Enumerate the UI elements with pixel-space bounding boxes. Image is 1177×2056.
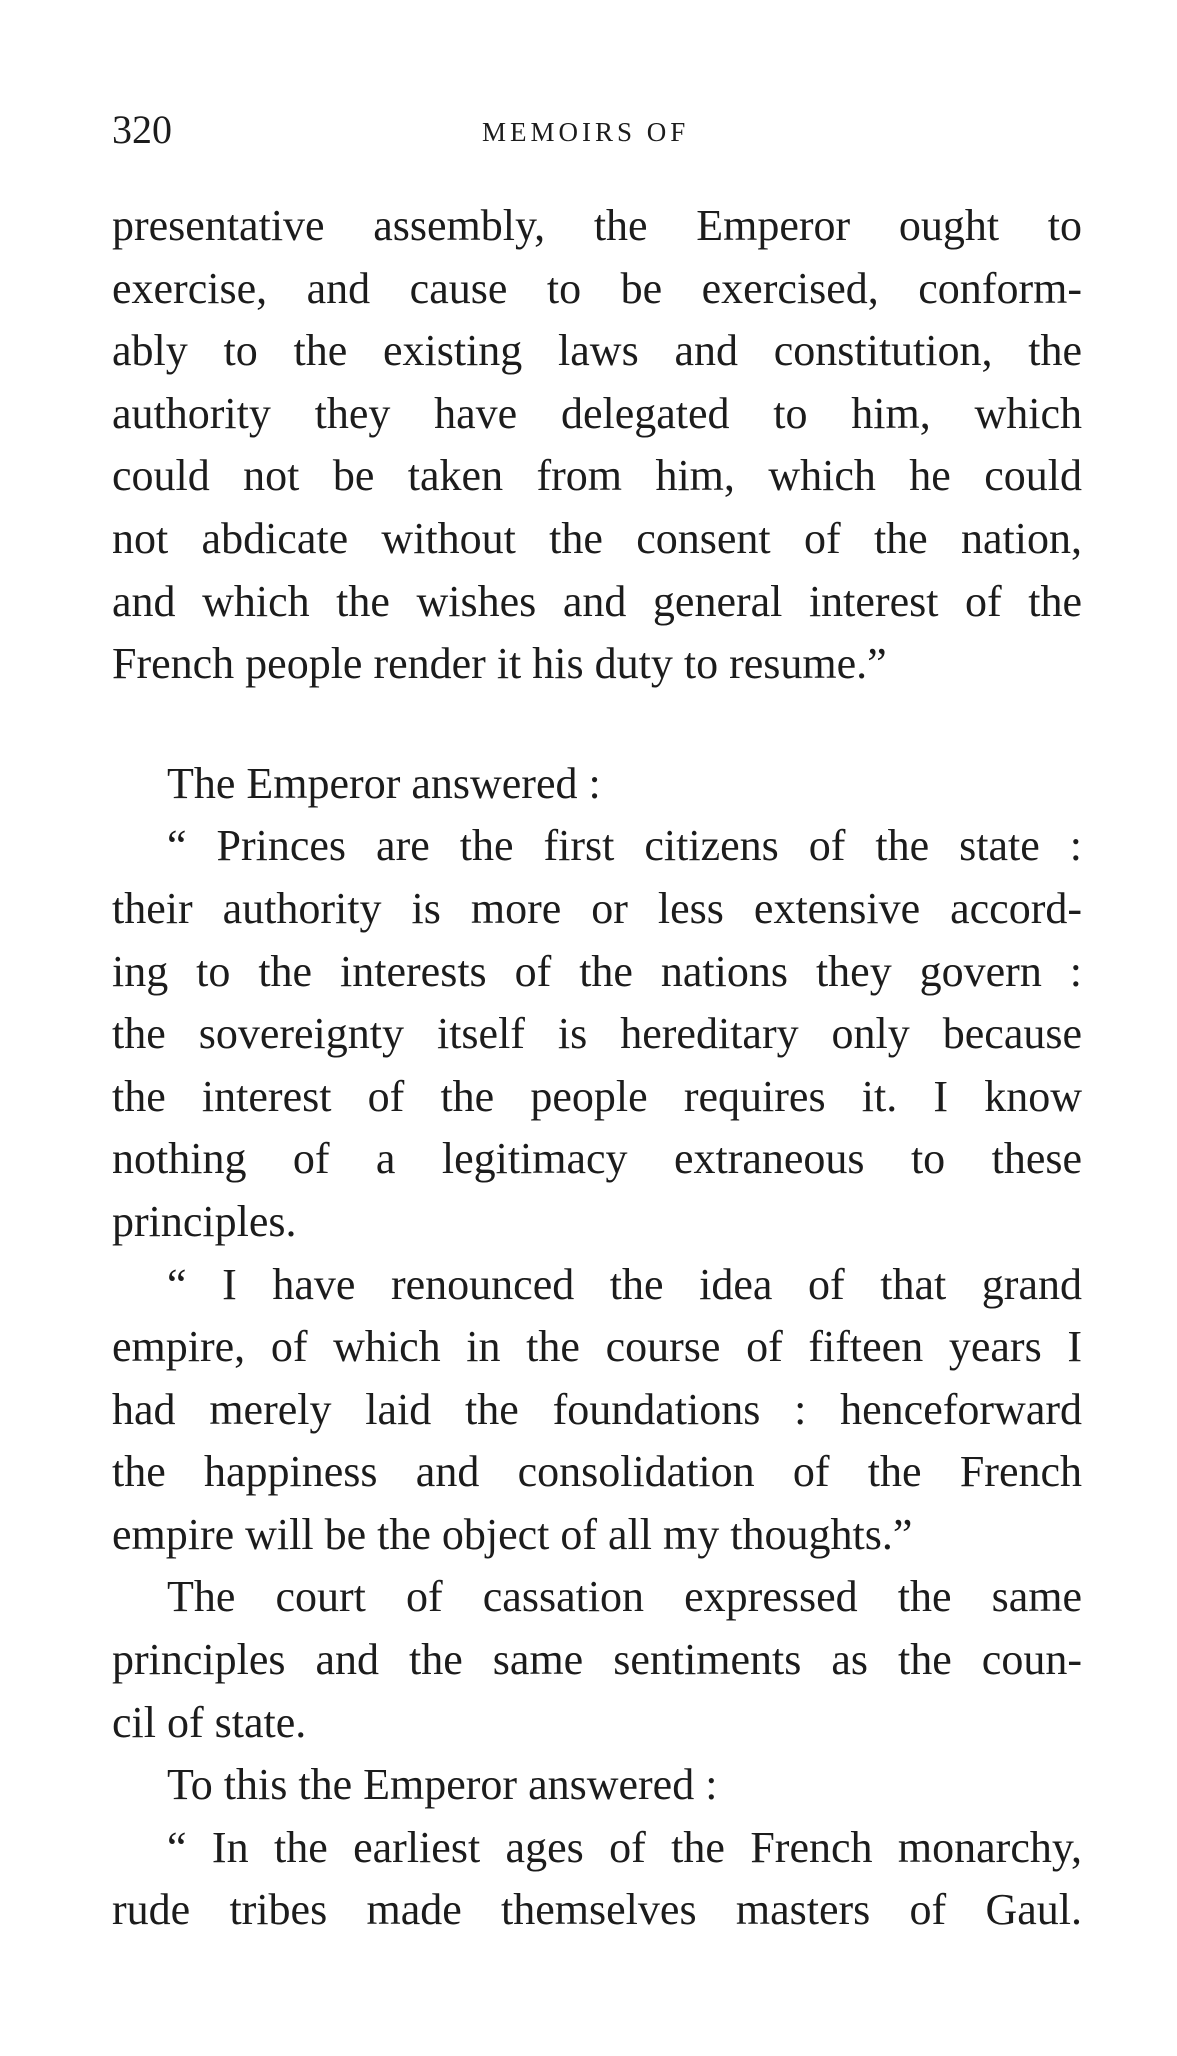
text-line: authority they have delegated to him, which — [112, 388, 1082, 438]
text-line: principles. — [112, 1196, 297, 1246]
body-text — [112, 195, 1082, 1942]
text-line: cil of state. — [112, 1697, 307, 1747]
text-line: The Emperor answered : — [167, 758, 601, 808]
text-line: ing to the interests of the nations they govern : — [112, 946, 1082, 996]
page-number: 320 — [112, 107, 172, 152]
text-line: not abdicate without the consent of the nation, — [112, 513, 1082, 563]
text-line: their authority is more or less extensive accord- — [112, 883, 1082, 933]
text-line: and which the wishes and general interest of the — [112, 576, 1082, 626]
text-line: empire will be the object of all my thoughts.” — [112, 1509, 913, 1559]
text-line: “ I have renounced the idea of that grand — [167, 1259, 1082, 1309]
text-line: nothing of a legitimacy extraneous to these — [112, 1134, 1082, 1184]
text-line: French people render it his duty to resume.” — [112, 639, 887, 689]
text-line: could not be taken from him, which he could — [112, 451, 1082, 501]
paragraph-gap — [112, 696, 1082, 753]
text-line: exercise, and cause to be exercised, conform- — [112, 263, 1082, 313]
text-line: presentative assembly, the Emperor ought to — [112, 201, 1082, 250]
text-line: rude tribes made themselves masters of Gaul. — [112, 1885, 1082, 1935]
text-line: empire, of which in the course of fifteen years I — [112, 1322, 1082, 1372]
text-line: To this the Emperor answered : — [167, 1760, 718, 1810]
text-line: the sovereignty itself is hereditary only because — [112, 1009, 1082, 1059]
text-line: had merely laid the foundations : henceforward — [112, 1384, 1082, 1434]
text-line: ably to the existing laws and constitution, the — [112, 326, 1082, 376]
text-line: principles and the same sentiments as the coun- — [112, 1635, 1082, 1685]
text-line: The court of cassation expressed the same — [167, 1572, 1082, 1622]
text-line: the happiness and consolidation of the French — [112, 1447, 1082, 1497]
text-line: the interest of the people requires it. I know — [112, 1071, 1082, 1121]
text-line: “ Princes are the first citizens of the state : — [167, 821, 1082, 871]
text-line: “ In the earliest ages of the French monarchy, — [167, 1822, 1082, 1872]
running-head: MEMOIRS OF — [482, 117, 690, 147]
